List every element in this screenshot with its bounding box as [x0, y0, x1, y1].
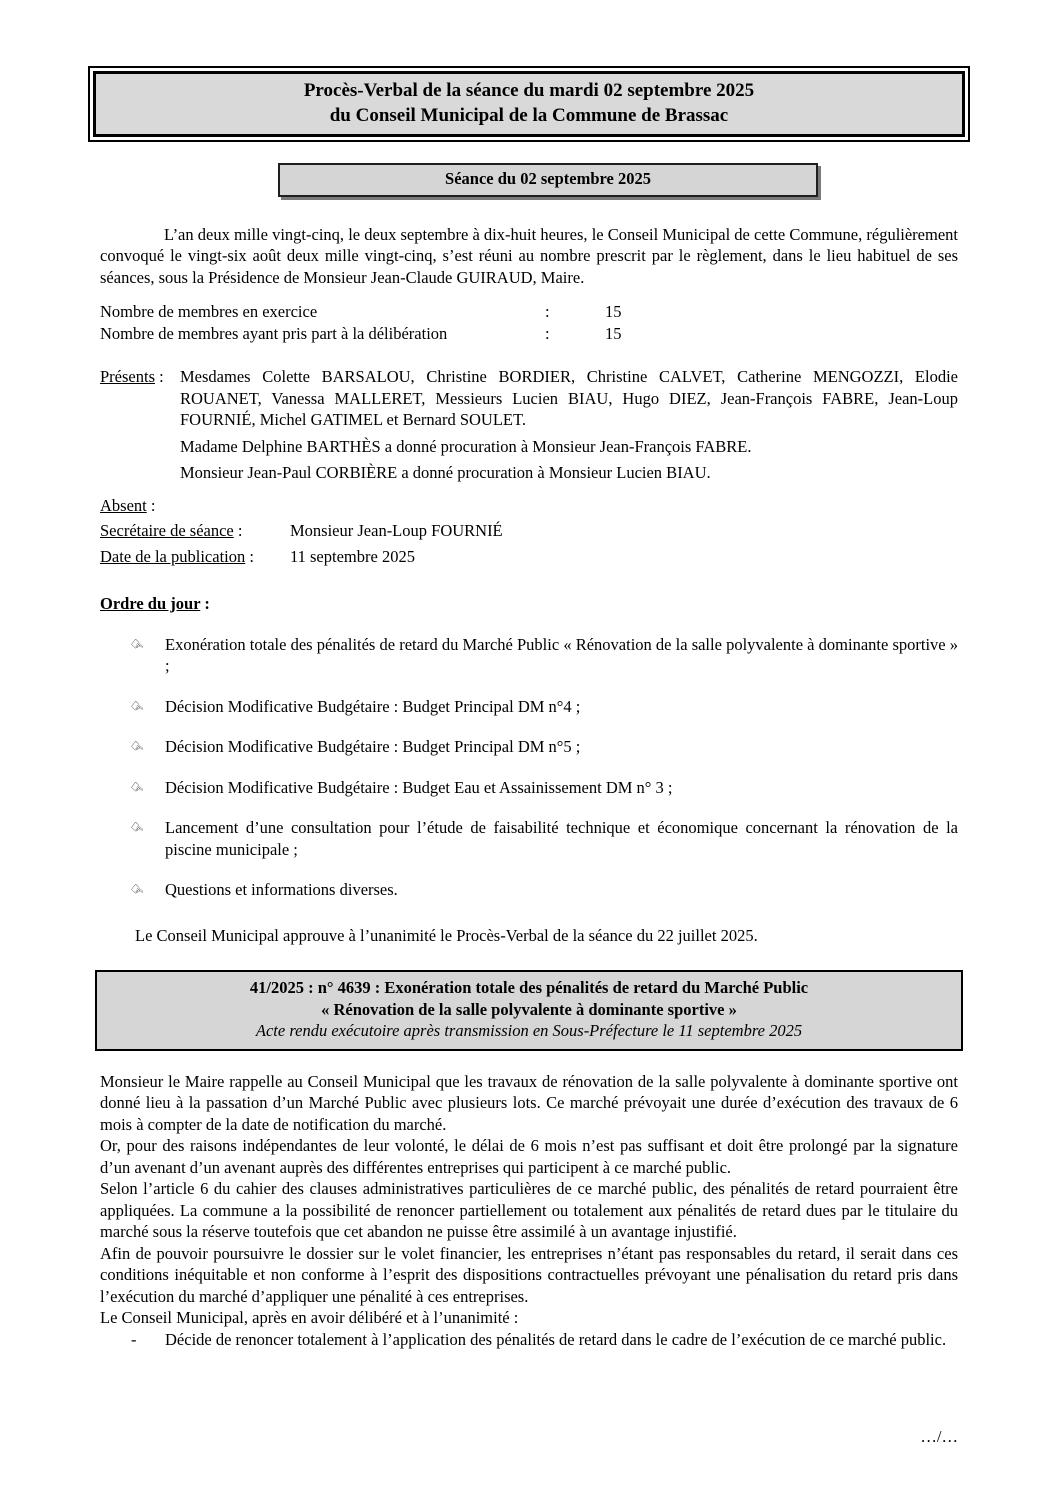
hand-pointer-icon: ☞	[126, 633, 149, 656]
decision-intro: Le Conseil Municipal, après en avoir délibéré et à l’unanimité :	[100, 1308, 519, 1327]
agenda-item	[100, 879, 958, 901]
agenda-list	[100, 634, 958, 901]
presents-label: Présents :	[100, 367, 164, 386]
decision-item-text: Décide de renoncer totalement à l’application des pénalités de retard dans le cadre de l’exécution de ce marché public.	[165, 1329, 947, 1349]
agenda-item	[100, 736, 958, 758]
presents-names: Mesdames Colette BARSALOU, Christine BORDIER, Christine CALVET, Catherine MENGOZZI, Elodie ROUANET, Vanessa MALLERET, Messieurs Lucien BIAU, Hugo DIEZ, Jean-François FABRE, Jean-Loup FOURNIÉ, Michel GATIMEL et Bernard SOULET.	[180, 367, 958, 429]
agenda-item	[100, 777, 958, 799]
absent-row: Absent :	[100, 495, 156, 515]
publication-date-value: 11 septembre 2025	[290, 546, 415, 566]
document-title-line1: Procès-Verbal de la séance du mardi 02 septembre 2025	[303, 80, 755, 101]
members-deliberation-separator: :	[545, 323, 550, 343]
secretary-label: Secrétaire de séance :	[100, 521, 243, 540]
body-paragraph: Monsieur le Maire rappelle au Conseil Municipal que les travaux de rénovation de la salle polyvalente à dominante sportive ont donné lieu à la passation d’un Marché Public avec plusieurs lots. Ce marché prévoyait une durée d’exécution des travaux de 6 mois à compter de la date de notification du marché.	[100, 1071, 958, 1134]
deliberation-title-line1: 41/2025 : n° 4639 : Exonération totale des pénalités de retard du Marché Public	[249, 978, 809, 997]
agenda-item-text: Lancement d’une consultation pour l’étude de faisabilité technique et économique concernant la rénovation de la piscine municipale ;	[165, 818, 958, 859]
members-count-block	[100, 301, 958, 344]
session-banner-text: Séance du 02 septembre 2025	[445, 169, 651, 188]
publication-date-label: Date de la publication :	[100, 546, 254, 566]
presents-block	[100, 366, 958, 484]
agenda-heading: Ordre du jour :	[100, 594, 210, 613]
approval-statement: Le Conseil Municipal approuve à l’unanimité le Procès-Verbal de la séance du 22 juillet 2025.	[135, 925, 758, 945]
members-exercice-separator: :	[545, 302, 550, 321]
body-paragraph: Selon l’article 6 du cahier des clauses administratives particulières de ce marché public, des pénalités de retard pourraient être appliquées. La commune a la possibilité de renoncer partiellement ou totalement aux pénalités de retard dues par le titulaire du marché sous la réserve toutefois que cet abandon ne puisse être assimilé à un avantage injustifié.	[100, 1179, 958, 1241]
page-continuation-mark: …/…	[920, 1427, 958, 1446]
deliberation-executory-note: Acte rendu exécutoire après transmission en Sous-Préfecture le 11 septembre 2025	[255, 1021, 803, 1040]
deliberation-body	[100, 1071, 958, 1351]
agenda-item-text: Exonération totale des pénalités de retard du Marché Public « Rénovation de la salle polyvalente à dominante sportive » ;	[165, 634, 958, 675]
procuration-line: Monsieur Jean-Paul CORBIÈRE a donné procuration à Monsieur Lucien BIAU.	[180, 463, 711, 482]
hand-pointer-icon: ☞	[126, 695, 149, 718]
members-deliberation-value: 15	[605, 323, 622, 343]
intro-paragraph: L’an deux mille vingt-cinq, le deux septembre à dix-huit heures, le Conseil Municipal de cette Commune, régulièrement convoqué le vingt-six août deux mille vingt-cinq, s’est réuni au nombre prescrit par le règlement, dans le lieu habituel de ses séances, sous la Présidence de Monsieur Jean-Claude GUIRAUD, Maire.	[100, 224, 958, 287]
hand-pointer-icon: ☞	[126, 817, 149, 840]
absent-label: Absent	[100, 495, 147, 515]
members-exercice-label: Nombre de membres en exercice	[100, 302, 318, 321]
session-banner	[278, 163, 818, 197]
procuration-line: Madame Delphine BARTHÈS a donné procuration à Monsieur Jean-François FABRE.	[180, 436, 752, 456]
agenda-item-text: Décision Modificative Budgétaire : Budget Principal DM n°4 ;	[165, 696, 581, 716]
document-title-line2: du Conseil Municipal de la Commune de Brassac	[329, 105, 729, 126]
dash-bullet: -	[131, 1329, 137, 1349]
secretary-row	[100, 520, 958, 542]
decision-item	[100, 1329, 958, 1351]
document-title-box	[88, 66, 970, 142]
agenda-item	[100, 696, 958, 718]
agenda-item-text: Décision Modificative Budgétaire : Budget Eau et Assainissement DM n° 3 ;	[165, 777, 673, 797]
hand-pointer-icon: ☞	[126, 736, 149, 759]
members-exercice-row	[100, 301, 958, 323]
publication-date-row	[100, 546, 958, 568]
hand-pointer-icon: ☞	[126, 879, 149, 902]
deliberation-box	[95, 970, 963, 1051]
secretary-value: Monsieur Jean-Loup FOURNIÉ	[290, 521, 503, 540]
members-deliberation-label: Nombre de membres ayant pris part à la délibération	[100, 323, 448, 343]
document-title	[93, 71, 965, 137]
members-exercice-value: 15	[605, 302, 622, 321]
agenda-item	[100, 634, 958, 677]
hand-pointer-icon: ☞	[126, 776, 149, 799]
document-content	[0, 163, 1058, 1350]
agenda-item-text: Décision Modificative Budgétaire : Budget Principal DM n°5 ;	[165, 737, 581, 756]
body-paragraph: Afin de pouvoir poursuivre le dossier sur le volet financier, les entreprises n’étant pas responsables du retard, il serait dans ces conditions inéquitable et non conforme à l’esprit des dispositions contractuelles prévoyant une pénalisation du retard pris dans l’exécution du marché d’appliquer une pénalité à ces entreprises.	[100, 1243, 958, 1306]
agenda-item	[100, 817, 958, 860]
body-paragraph: Or, pour des raisons indépendantes de leur volonté, le délai de 6 mois n’est pas suffisant et doit être prolongé par la signature d’un avenant d’un avenant auprès des différentes entreprises qui participent à ce marché public.	[100, 1136, 958, 1177]
deliberation-title-line2: « Rénovation de la salle polyvalente à dominante sportive »	[321, 999, 737, 1019]
presents-body	[180, 366, 958, 484]
agenda-item-text: Questions et informations diverses.	[165, 880, 398, 899]
members-deliberation-row	[100, 323, 958, 345]
